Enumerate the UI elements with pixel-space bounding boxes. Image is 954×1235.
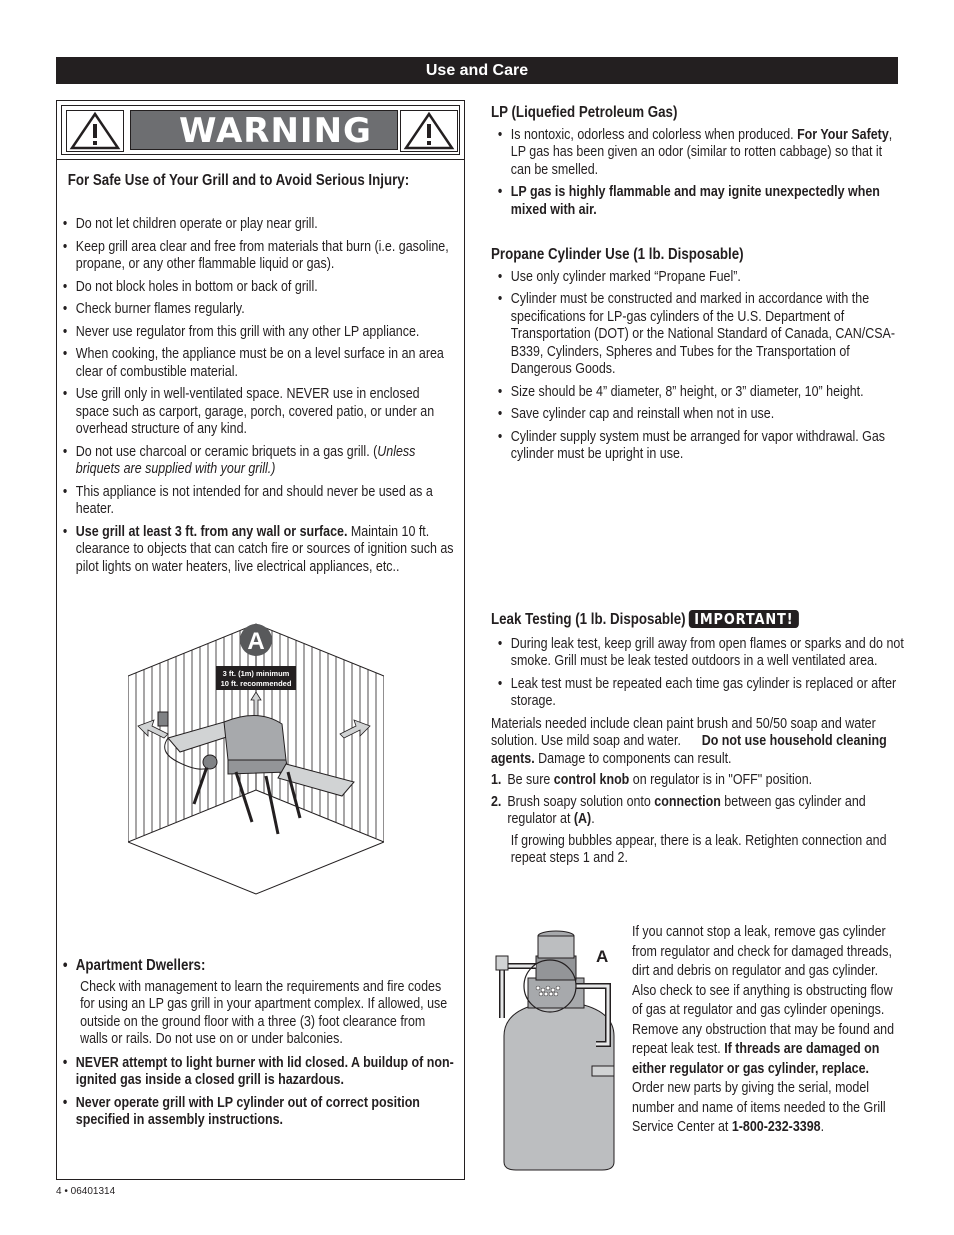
propane-heading: Propane Cylinder Use (1 lb. Disposable) <box>491 246 744 263</box>
grill-clearance-diagram <box>128 622 384 896</box>
footer-separator: • <box>64 1186 68 1197</box>
hazard-triangle-icon-left <box>66 110 124 152</box>
leak-item: • Leak test must be repeated each time gas cylinder is replaced or after storage. <box>491 676 904 711</box>
propane-item: • Size should be 4” diameter, 8” height, or 3” diameter, 10” height. <box>491 384 904 402</box>
lid-warning: • NEVER attempt to light burner with lid closed. A buildup of non-ignited gas inside a closed grill is hazardous. <box>56 1055 456 1090</box>
propane-item: • Cylinder must be constructed and marked in accordance with the specifications for LP-gas cylinders of the U.S. Department of Transportation (DOT) or the National Standard of Canada, CAN/CSA-B339, Cylinders, Spheres and Tubes for the Transportation of Dangerous Goods. <box>491 291 904 379</box>
propane-item: • Save cylinder cap and reinstall when not in use. <box>491 406 904 424</box>
bubbles-note: If growing bubbles appear, there is a leak. Retighten connection and repeat steps 1 and 2. <box>510 832 887 866</box>
section-header: Use and Care <box>56 57 898 84</box>
warning-subtitle: For Safe Use of Your Grill and to Avoid Serious Injury: <box>67 172 410 189</box>
leak-section <box>491 610 904 868</box>
leak-heading: Leak Testing (1 lb. Disposable) <box>491 611 686 628</box>
materials-text: Materials needed include clean paint brush and 50/50 soap and water solution. Use mild soap and water. Do not use household cleaning agents. Damage to components can result. <box>491 715 887 767</box>
hazard-triangle-icon-right <box>400 110 458 152</box>
warning-item: • Keep grill area clear and free from materials that burn (i.e. gasoline, propane, or any other flammable liquid or gas). <box>56 239 456 274</box>
propane-section <box>491 246 904 469</box>
propane-item: • Cylinder supply system must be arranged for vapor withdrawal. Gas cylinder must be upright in use. <box>491 429 904 464</box>
lp-heading: LP (Liquefied Petroleum Gas) <box>491 104 678 121</box>
step-2: 2. Brush soapy solution onto connection between gas cylinder and regulator at (A). <box>491 793 866 827</box>
lp-section <box>491 104 904 224</box>
step-1: 1. Be sure control knob on regulator is in "OFF" position. <box>491 772 813 788</box>
cylinder-label-a: A <box>596 947 609 966</box>
figure-label-a: A <box>247 628 265 655</box>
figure-caption-minimum: 3 ft. (1m) minimum <box>222 669 290 678</box>
apartment-heading: • Apartment Dwellers: <box>56 957 456 975</box>
apartment-section <box>56 957 456 1135</box>
lp-item: • LP gas is highly flammable and may ignite unexpectedly when mixed with air. <box>491 184 904 219</box>
warning-list <box>56 216 456 581</box>
important-badge: IMPORTANT! <box>689 610 799 628</box>
leak-remedy-text: If you cannot stop a leak, remove gas cylinder from regulator and check for damaged threads, dirt and debris on regulator and gas cylinder. Also check to see if anything is obstructing flow of gas at regulator and gas cylinder openings. Remove any obstruction that may be found and repeat leak test. If threads are damaged on either regulator or gas cylinder, replace. Order new parts by giving the serial, model number and name of items needed to the Grill Service Center at 1-800-232-3398. <box>632 924 895 1135</box>
propane-item: • Use only cylinder marked “Propane Fuel”. <box>491 269 904 287</box>
cylinder-warning: • Never operate grill with LP cylinder out of correct position specified in assembly instructions. <box>56 1095 456 1130</box>
warning-item: • Never use regulator from this grill with any other LP appliance. <box>56 324 456 342</box>
page-footer <box>56 1186 115 1197</box>
warning-banner <box>57 101 464 160</box>
warning-item: • Check burner flames regularly. <box>56 301 456 319</box>
warning-item: • When cooking, the appliance must be on a level surface in an area clear of combustible material. <box>56 346 456 381</box>
warning-item: • Use grill only in well-ventilated space. NEVER use in enclosed space such as carport, garage, porch, covered patio, or under an overhead structure of any kind. <box>56 386 456 439</box>
warning-title: WARNING <box>130 110 398 150</box>
document-code: 06401314 <box>70 1186 116 1197</box>
leak-item: • During leak test, keep grill away from open flames or sparks and do not smoke. Grill must be leak tested outdoors in a well ventilated area. <box>491 636 904 671</box>
warning-item: • Use grill at least 3 ft. from any wall or surface. Maintain 10 ft. clearance to objects that can catch fire or sources of ignition such as pilot lights on water heaters, live electrical appliances, etc.. <box>56 524 456 577</box>
apartment-text: Check with management to learn the requirements and fire codes for using an LP gas grill in your apartment complex. If allowed, use outside on the ground floor with a three (3) foot clearance from walls or rails. Do not use on or under balconies. <box>80 978 448 1047</box>
figure-caption-recommended: 10 ft. recommended <box>220 679 292 688</box>
warning-item: • Do not block holes in bottom or back of grill. <box>56 279 456 297</box>
cylinder-regulator-diagram <box>492 926 622 1172</box>
warning-item: • Do not let children operate or play near grill. <box>56 216 456 234</box>
grill-illustration <box>158 712 354 834</box>
page-number: 4 <box>56 1186 62 1197</box>
lp-item: • Is nontoxic, odorless and colorless when produced. For Your Safety, LP gas has been given an odor (similar to rotten cabbage) so that it can be smelled. <box>491 127 904 180</box>
warning-item: • This appliance is not intended for and should never be used as a heater. <box>56 484 456 519</box>
warning-item: • Do not use charcoal or ceramic briquets in a gas grill. (Unless briquets are supplied with your grill.) <box>56 444 456 479</box>
leak-heading-row <box>491 610 904 630</box>
